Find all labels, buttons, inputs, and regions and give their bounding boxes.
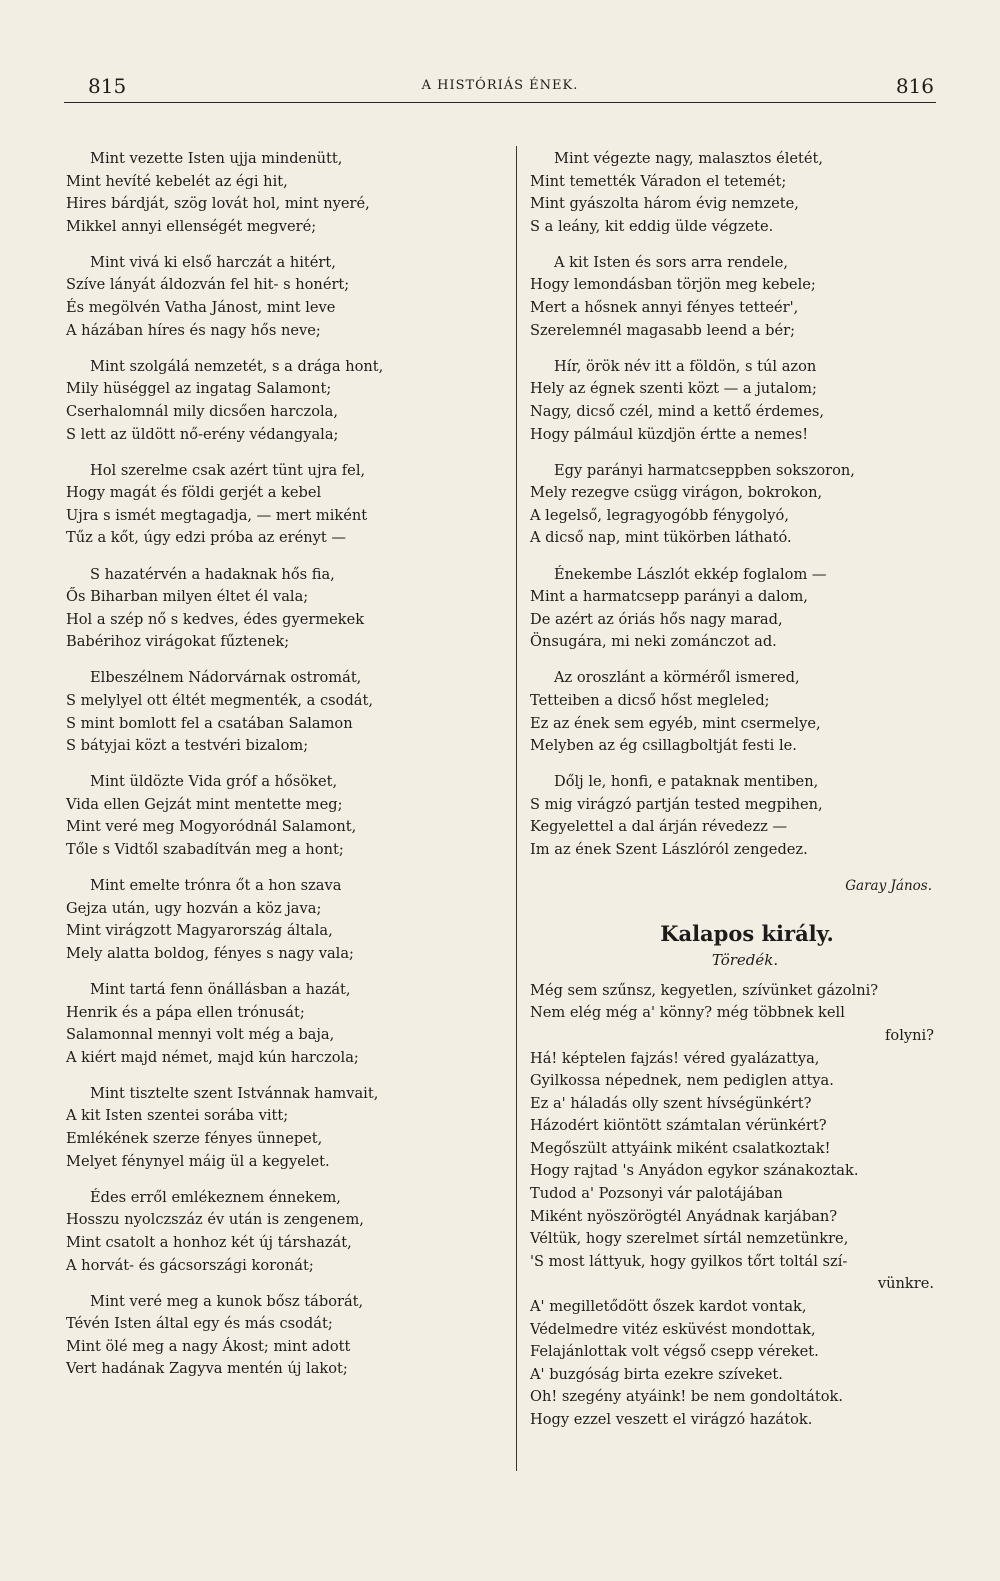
verse-line: Melyet fénynyel máig ül a kegyelet. — [66, 1152, 330, 1170]
verse-line: Emlékének szerze fényes ünnepet, — [66, 1130, 323, 1148]
column-divider — [516, 146, 517, 1471]
verse-line: 'S most láttyuk, hogy gyilkos tőrt toltál szí- — [530, 1252, 848, 1270]
verse-line: A kit Isten szentei sorába vitt; — [66, 1107, 289, 1125]
verse-line: Oh! szegény atyáink! be nem gondoltátok. — [530, 1388, 844, 1406]
verse-line: Melyben az ég csillagboltját festi le. — [530, 737, 797, 755]
verse-line: Hogy ezzel veszett el virágzó hazátok. — [530, 1411, 813, 1428]
poem-lines — [530, 980, 940, 1432]
verse-line: Önsugára, mi neki zománczot ad. — [530, 633, 777, 651]
page-number-right: 816 — [895, 74, 934, 98]
verse-line: Ős Biharban milyen éltet él vala; — [66, 588, 309, 606]
stanza — [530, 771, 940, 861]
verse-line: S melylyel ott éltét megmenték, a csodát, — [66, 691, 373, 709]
verse-line: S bátyjai közt a testvéri bizalom; — [66, 737, 309, 755]
verse-line: Nagy, dicső czél, mind a kettő érdemes, — [530, 402, 824, 420]
verse-line: Hires bárdját, szög lovát hol, mint nyeré, — [66, 195, 370, 213]
poem-title: Kalapos király. — [660, 920, 834, 946]
verse-line: Mint virágzott Magyarország általa, — [66, 922, 333, 940]
right-stanzas — [530, 148, 940, 862]
verse-line: A' buzgóság birta ezekre szíveket. — [530, 1365, 783, 1383]
poem-subtitle: Töredék. — [711, 950, 779, 969]
verse-line: Henrik és a pápa ellen trónusát; — [66, 1003, 305, 1021]
verse-line: Mint tartá fenn önállásban a hazát, — [90, 981, 351, 998]
stanza — [530, 148, 940, 238]
verse-line: Felajánlottak volt végső csepp véreket. — [530, 1343, 819, 1361]
verse-line: Hogy rajtad 's Anyádon egykor szánakoztak. — [530, 1162, 859, 1180]
verse-line: Hogy lemondásban törjön meg kebele; — [530, 276, 816, 294]
verse-line: Im az ének Szent Lászlóról zengedez. — [530, 841, 808, 859]
verse-line: Nem elég még a' könny? még többnek kell — [530, 1004, 845, 1022]
verse-line: Hol szerelme csak azért tünt ujra fel, — [90, 461, 366, 479]
verse-line: Elbeszélnem Nádorvárnak ostromát, — [90, 669, 362, 687]
verse-line: Védelmedre vitéz esküvést mondottak, — [530, 1320, 816, 1338]
stanza — [66, 1187, 508, 1277]
author-signature: Garay János. — [845, 878, 932, 895]
verse-line: Mint ölé meg a nagy Ákost; mint adott — [66, 1337, 351, 1355]
verse-line: Megőszült attyáink miként csalatkoztak! — [530, 1139, 831, 1157]
verse-line: Tetteiben a dicső hőst megleled; — [530, 691, 770, 709]
verse-line: Há! képtelen fajzás! véred gyalázattya, — [530, 1049, 820, 1067]
verse-line: S mint bomlott fel a csatában Salamon — [66, 714, 353, 732]
verse-line: Szíve lányát áldozván fel hit- s honért; — [66, 276, 350, 294]
stanza — [530, 460, 940, 550]
verse-line: Babérihoz virágokat fűztenek; — [66, 633, 290, 651]
verse-line: Mint emelte trónra őt a hon szava — [90, 877, 342, 895]
verse-line: Ujra s ismét megtagadja, — mert miként — [66, 506, 368, 524]
running-title: A HISTÓRIÁS ÉNEK. — [421, 78, 579, 93]
verse-line: Ez az ének sem egyéb, mint csermelye, — [530, 714, 821, 732]
verse-line: folyni? — [885, 1026, 934, 1044]
stanza — [66, 148, 508, 238]
verse-line: Az oroszlánt a körméről ismered, — [554, 669, 800, 687]
verse-line: Gejza után, ugy hozván a köz java; — [66, 899, 322, 917]
verse-line: Házodért kiöntött számtalan vérünkért? — [530, 1117, 827, 1135]
verse-line: S hazatérvén a hadaknak hős fia, — [90, 565, 335, 583]
verse-line: Mint a harmatcsepp parányi a dalom, — [530, 588, 808, 606]
stanza — [66, 1291, 508, 1381]
verse-line: A legelső, legragyogóbb fénygolyó, — [530, 506, 789, 524]
page-number-left: 815 — [88, 74, 127, 98]
verse-line: A horvát- és gácsországi koronát; — [66, 1256, 314, 1274]
verse-line: S a leány, kit eddig ülde végzete. — [530, 217, 774, 235]
right-column — [530, 148, 940, 1432]
verse-line: Kegyelettel a dal árján révedezz — — [530, 818, 788, 836]
page-header — [64, 70, 936, 103]
stanza — [66, 875, 508, 965]
verse-line: Salamonnal mennyi volt még a baja, — [66, 1026, 335, 1044]
verse-line: Mint vivá ki első harczát a hitért, — [90, 253, 336, 271]
verse-line: Énekembe Lászlót ekkép foglalom — — [554, 565, 827, 583]
verse-line: Édes erről emlékeznem énnekem, — [90, 1188, 341, 1206]
verse-line: Dőlj le, honfi, e pataknak mentiben, — [554, 773, 819, 791]
verse-line: Hosszu nyolczszáz év után is zengenem, — [66, 1211, 364, 1229]
verse-line: Mint veré meg a kunok bősz táborát, — [90, 1292, 364, 1310]
verse-line: Mikkel annyi ellenségét megveré; — [66, 217, 317, 235]
verse-line: Hogy pálmául küzdjön értte a nemes! — [530, 425, 809, 443]
verse-line: Mint szolgálá nemzetét, s a drága hont, — [90, 357, 384, 375]
verse-line: És megölvén Vatha Jánost, mint leve — [66, 299, 336, 317]
verse-line: Mint tisztelte szent Istvánnak hamvait, — [90, 1084, 379, 1102]
verse-line: Hogy magát és földi gerjét a kebel — [66, 484, 322, 502]
verse-line: Vida ellen Gejzát mint mentette meg; — [66, 795, 343, 813]
stanza — [66, 564, 508, 654]
stanza — [530, 564, 940, 654]
stanza — [66, 667, 508, 757]
verse-line: A házában híres és nagy hős neve; — [66, 321, 321, 339]
verse-line: Hol a szép nő s kedves, édes gyermekek — [66, 610, 365, 628]
verse-line: A kiért majd német, majd kún harczola; — [66, 1048, 359, 1066]
stanza — [66, 356, 508, 446]
verse-line: Még sem szűnsz, kegyetlen, szívünket gázolni? — [530, 981, 879, 999]
verse-line: De azért az óriás hős nagy marad, — [530, 610, 783, 628]
verse-line: Gyilkossa népednek, nem pediglen attya. — [530, 1072, 834, 1090]
stanza — [530, 356, 940, 446]
stanza — [530, 252, 940, 342]
verse-line: Mely alatta boldog, fényes s nagy vala; — [66, 944, 354, 962]
verse-line: A dicső nap, mint tükörben látható. — [530, 529, 792, 547]
verse-line: Tőle s Vidtől szabadítván meg a hont; — [66, 841, 344, 859]
verse-line: Véltük, hogy szerelmet sírtál nemzetünkre, — [530, 1230, 849, 1248]
verse-line: Mily hüséggel az ingatag Salamont; — [66, 380, 332, 398]
verse-line: S lett az üldött nő-erény védangyala; — [66, 425, 339, 443]
verse-line: Mely rezegve csügg virágon, bokrokon, — [530, 484, 823, 502]
verse-line: Miként nyöszörögtél Anyádnak karjában? — [530, 1207, 838, 1225]
verse-line: Tudod a' Pozsonyi vár palotájában — [530, 1185, 783, 1203]
verse-line: Mint veré meg Mogyoródnál Salamont, — [66, 818, 357, 836]
verse-line: Mint temették Váradon el tetemét; — [530, 172, 787, 190]
verse-line: Cserhalomnál mily dicsően harczola, — [66, 402, 338, 420]
verse-line: Szerelemnél magasabb leend a bér; — [530, 321, 796, 339]
verse-line: Mint üldözte Vida gróf a hősöket, — [90, 773, 338, 791]
verse-line: A' megilletődött őszek kardot vontak, — [530, 1298, 807, 1316]
verse-line: Mint végezte nagy, malasztos életét, — [554, 150, 824, 167]
stanza — [530, 667, 940, 757]
verse-line: Tévén Isten által egy és más csodát; — [66, 1315, 333, 1333]
verse-line: Tűz a kőt, úgy edzi próba az erényt — — [66, 529, 346, 547]
stanza — [66, 460, 508, 550]
stanza — [66, 1083, 508, 1173]
verse-line: Hely az égnek szenti közt — a jutalom; — [530, 380, 817, 398]
left-column — [66, 148, 508, 1395]
verse-line: vünkre. — [877, 1275, 934, 1293]
verse-line: Mert a hősnek annyi fényes tetteér', — [530, 299, 799, 317]
verse-line: Vert hadának Zagyva mentén új lakot; — [66, 1360, 348, 1378]
verse-line: Mint hevíté kebelét az égi hit, — [66, 172, 288, 190]
verse-line: Egy parányi harmatcseppben sokszoron, — [554, 461, 855, 479]
verse-line: A kit Isten és sors arra rendele, — [554, 253, 789, 271]
verse-line: S mig virágzó partján tested megpihen, — [530, 795, 823, 813]
stanza — [66, 771, 508, 861]
verse-line: Hír, örök név itt a földön, s túl azon — [554, 357, 817, 375]
verse-line: Mint gyászolta három évig nemzete, — [530, 195, 799, 213]
verse-line: Mint vezette Isten ujja mindenütt, — [90, 150, 343, 167]
verse-line: Ez a' háladás olly szent hívségünkért? — [530, 1094, 812, 1112]
stanza — [66, 252, 508, 342]
verse-line: Mint csatolt a honhoz két új társhazát, — [66, 1233, 352, 1251]
stanza — [66, 979, 508, 1069]
